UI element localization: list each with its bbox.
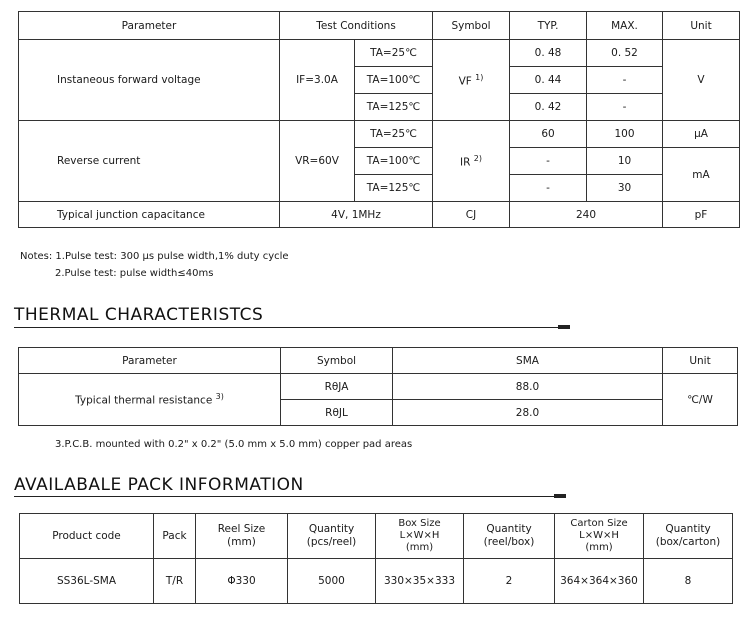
thermal-parameter-cell	[19, 374, 281, 426]
vf-typ-1: 0. 48	[510, 40, 587, 67]
ir-cond-2: TA=100℃	[355, 148, 433, 175]
ir-typ-3: -	[510, 175, 587, 202]
pack-header-quantity-box-unit: (reel/box)	[483, 536, 535, 548]
pack-header-quantity-carton-unit: (box/carton)	[655, 536, 721, 548]
pack-carton-size: 364×364×360	[555, 559, 644, 604]
cj-symbol: CJ	[433, 202, 510, 228]
ir-typ-2: -	[510, 148, 587, 175]
header-max: MAX.	[587, 12, 663, 40]
vf-symbol-cell	[433, 40, 510, 121]
cj-unit: pF	[663, 202, 740, 228]
thermal-header-symbol: Symbol	[281, 348, 393, 374]
cj-value: 240	[510, 202, 663, 228]
pack-header-box-size-cell	[376, 514, 464, 559]
header-symbol: Symbol	[433, 12, 510, 40]
ir-max-3: 30	[587, 175, 663, 202]
ir-condition: VR=60V	[280, 121, 355, 202]
pack-header-box-size: Box Size	[398, 518, 441, 529]
vf-cond-2: TA=100℃	[355, 67, 433, 94]
thermal-table	[18, 347, 738, 426]
pack-header-pack: Pack	[154, 514, 196, 559]
pack-reel-size: Φ330	[196, 559, 288, 604]
pack-quantity-box: 2	[464, 559, 555, 604]
ir-cond-1: TA=25℃	[355, 121, 433, 148]
thermal-symbol-jl: RθJL	[281, 400, 393, 426]
ir-symbol-cell	[433, 121, 510, 202]
pack-table	[19, 513, 733, 604]
pack-box-size: 330×35×333	[376, 559, 464, 604]
ir-unit-ma: mA	[663, 148, 740, 202]
vf-max-3: -	[587, 94, 663, 121]
thermal-heading-tick	[558, 325, 570, 329]
thermal-header-sma: SMA	[393, 348, 663, 374]
vf-max-1: 0. 52	[587, 40, 663, 67]
ir-unit-ua: μA	[663, 121, 740, 148]
header-test-conditions: Test Conditions	[280, 12, 433, 40]
thermal-value-ja: 88.0	[393, 374, 663, 400]
pack-header-quantity-carton: Quantity	[665, 523, 711, 535]
pack-header-quantity-carton-cell	[644, 514, 733, 559]
pack-header-carton-size-cell	[555, 514, 644, 559]
ir-typ-1: 60	[510, 121, 587, 148]
header-typ: TYP.	[510, 12, 587, 40]
note-2: 2.Pulse test: pulse width≤40ms	[55, 268, 214, 279]
vf-parameter: Instaneous forward voltage	[19, 40, 280, 121]
pack-header-carton-size-unit: (mm)	[585, 542, 613, 553]
vf-symbol-note: 1)	[475, 72, 484, 82]
electrical-characteristics-table	[18, 11, 740, 228]
pack-product-code: SS36L-SMA	[20, 559, 154, 604]
cj-parameter: Typical junction capacitance	[19, 202, 280, 228]
thermal-heading: THERMAL CHARACTERISTCS	[14, 305, 264, 325]
pack-header-quantity-reel-unit: (pcs/reel)	[306, 536, 357, 548]
thermal-note: 3.P.C.B. mounted with 0.2" x 0.2" (5.0 mm x 5.0 mm) copper pad areas	[55, 439, 413, 450]
pack-header-quantity-reel: Quantity	[308, 523, 355, 535]
vf-max-2: -	[587, 67, 663, 94]
thermal-header-unit: Unit	[663, 348, 738, 374]
pack-pack: T/R	[154, 559, 196, 604]
vf-unit: V	[663, 40, 740, 121]
ir-max-1: 100	[587, 121, 663, 148]
header-unit: Unit	[663, 12, 740, 40]
thermal-parameter-note: 3)	[215, 392, 224, 402]
pack-header-quantity-box: Quantity	[486, 523, 532, 535]
thermal-header-parameter: Parameter	[19, 348, 281, 374]
thermal-value-jl: 28.0	[393, 400, 663, 426]
pack-header-box-size-dims: L×W×H	[399, 530, 440, 541]
thermal-symbol-ja: RθJA	[281, 374, 393, 400]
pack-heading-tick	[554, 494, 566, 498]
pack-header-reel-size-unit: (mm)	[227, 536, 256, 548]
pack-quantity-carton: 8	[644, 559, 733, 604]
pack-header-quantity-box-cell	[464, 514, 555, 559]
thermal-parameter: Typical thermal resistance	[75, 394, 213, 407]
ir-symbol-note: 2)	[473, 153, 482, 163]
header-parameter: Parameter	[19, 12, 280, 40]
pack-header-carton-size-dims: L×W×H	[579, 530, 619, 541]
ir-symbol: IR	[460, 156, 471, 169]
vf-cond-1: TA=25℃	[355, 40, 433, 67]
ir-parameter: Reverse current	[19, 121, 280, 202]
pack-header-reel-size-cell	[196, 514, 288, 559]
vf-cond-3: TA=125℃	[355, 94, 433, 121]
pack-header-quantity-reel-cell	[288, 514, 376, 559]
thermal-unit: ℃/W	[663, 374, 738, 426]
note-1: Notes: 1.Pulse test: 300 μs pulse width,1% duty cycle	[20, 251, 289, 262]
pack-header-carton-size: Carton Size	[570, 518, 628, 529]
ir-cond-3: TA=125℃	[355, 175, 433, 202]
pack-quantity-reel: 5000	[288, 559, 376, 604]
vf-symbol: VF	[458, 75, 472, 88]
pack-heading-rule	[14, 496, 566, 497]
vf-condition: IF=3.0A	[280, 40, 355, 121]
pack-heading: AVAILABALE PACK INFORMATION	[14, 475, 304, 495]
pack-header-box-size-unit: (mm)	[405, 542, 434, 553]
cj-condition: 4V, 1MHz	[280, 202, 433, 228]
ir-max-2: 10	[587, 148, 663, 175]
thermal-heading-rule	[14, 327, 570, 328]
pack-header-product-code: Product code	[20, 514, 154, 559]
vf-typ-2: 0. 44	[510, 67, 587, 94]
vf-typ-3: 0. 42	[510, 94, 587, 121]
pack-header-reel-size: Reel Size	[217, 523, 266, 535]
